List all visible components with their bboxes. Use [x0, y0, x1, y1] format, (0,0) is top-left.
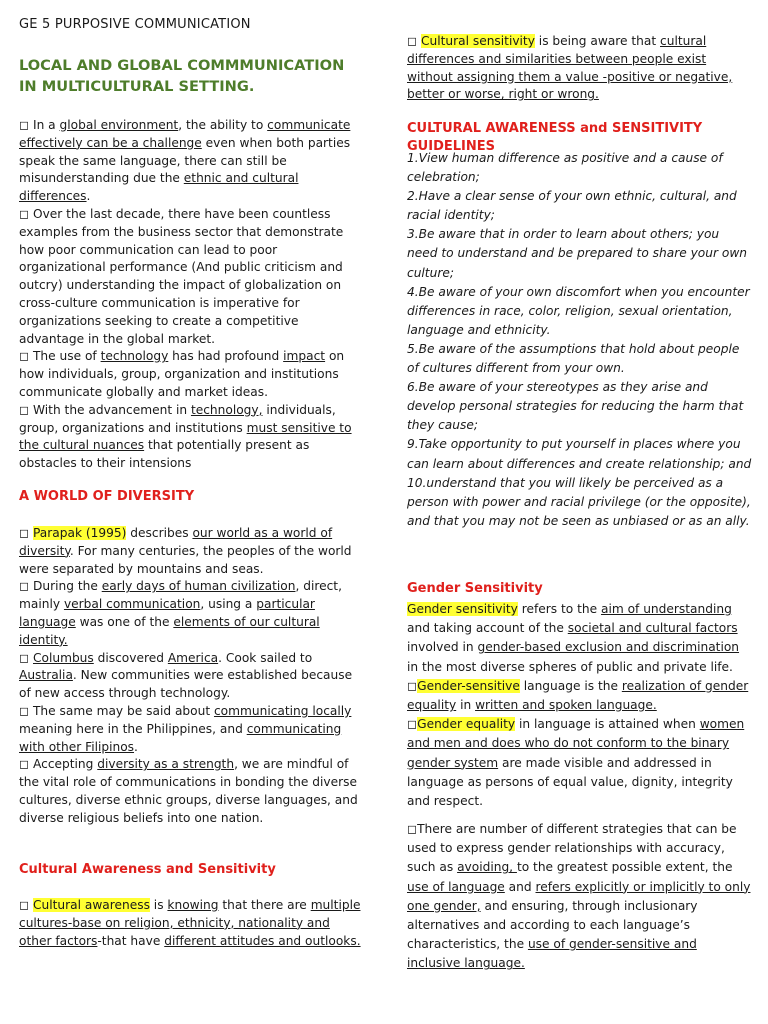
highlight-gender-sensitive: Gender-sensitive: [417, 678, 520, 693]
term-australia: Australia: [19, 668, 73, 683]
text: .: [86, 189, 91, 204]
paragraph-locally: [19, 703, 362, 756]
text: , direct, mainly: [19, 579, 342, 612]
term-world-of-diversity: our world as a world of diversity: [19, 526, 333, 558]
guideline-item: 4.Be aware of your own discomfort when you encounter differences in race, color, religion, sexual orientation, language and ethnicity.: [407, 284, 750, 337]
term-communicating-locally: communicating locally: [213, 703, 352, 718]
guideline-item: 10.understand that you will likely be perceived as a person with power and racial privilege (or the opposite), and that you may not be seen as unbiased or as an ally.: [407, 475, 751, 528]
sensitivity-paragraph: [407, 33, 752, 104]
term-multiple-cultures: multiple cultures-base on religion, ethnicity, nationality and other factors: [19, 898, 361, 948]
text: .: [134, 739, 138, 754]
intro-paragraphs: [19, 117, 362, 473]
term-early-days: early days of human civilization: [101, 579, 296, 594]
term-aim-of-understanding: aim of understanding: [600, 602, 732, 616]
text: and taking account of the: [407, 621, 568, 636]
text: discovered: [93, 650, 168, 665]
term-societal-factors: societal and cultural factors: [567, 621, 738, 636]
paragraph-columbus: [19, 650, 362, 703]
paragraph-gender-sensitive-language: [407, 677, 752, 715]
term-diversity-strength: diversity as a strength: [97, 757, 235, 772]
text: language is the: [519, 678, 622, 693]
text: ◻: [19, 526, 33, 540]
text: ◻ Accepting: [19, 757, 98, 772]
term-cultural-differences: cultural differences and similarities between people exist without assigning them a value -positive or negative, better or worse, right or wrong.: [407, 34, 733, 102]
term-written-spoken: written and spoken language.: [475, 698, 657, 713]
page-title: LOCAL AND GLOBAL COMMMUNICATION IN MULTICULTURAL SETTING.: [19, 57, 345, 95]
text: ◻ The same may be said about: [19, 703, 214, 718]
term-one-gender: refers explicitly or implicitly to only one gender,: [407, 879, 751, 913]
term-cultural-nuances: must sensitive to the cultural nuances: [19, 420, 352, 453]
paragraph-parapak: [19, 525, 362, 578]
text: in: [456, 698, 476, 713]
term-cultural-identity: elements of our cultural identity.: [19, 614, 320, 647]
paragraph-diversity-strength: [19, 756, 362, 827]
text: on how individuals, group, organization and institutions communicate globally and market ideas.: [19, 349, 345, 399]
text: ◻: [19, 898, 33, 912]
text: ◻ The use of: [19, 349, 101, 364]
text: ◻: [407, 34, 421, 48]
term-verbal-communication: verbal communication: [63, 597, 201, 612]
text: . New communities were established because of new access through technology.: [19, 668, 353, 701]
guideline-item: 1.View human difference as positive and a cause of celebration;: [407, 151, 723, 185]
text: , we are mindful of the vital role of communications in bonding the diverse cultures, diverse ethnic groups, diverse languages, and diverse religious beliefs into one nation.: [19, 757, 358, 825]
text: and: [504, 879, 536, 894]
awareness-paragraphs: [19, 897, 362, 950]
term-other-filipinos: communicating with other Filipinos: [19, 721, 342, 754]
term-inclusive-language: use of gender-sensitive and inclusive language.: [407, 937, 697, 971]
guideline-item: 9.Take opportunity to put yourself in places where you can learn about differences and create relationship; and: [407, 437, 752, 471]
text: -that have: [97, 933, 165, 948]
term-use-of-language: use of language: [407, 879, 505, 894]
heading-cultural-awareness: Cultural Awareness and Sensitivity: [19, 862, 276, 877]
gender-paragraphs: [407, 600, 752, 811]
guideline-item: 2.Have a clear sense of your own ethnic, cultural, and racial identity;: [407, 189, 737, 223]
guideline-item: 5.Be aware of the assumptions that hold about people of cultures different from your own.: [407, 341, 740, 376]
highlight-parapak: Parapak (1995): [33, 526, 127, 540]
paragraph-last-decade: ◻ Over the last decade, there have been countless examples from the business sector that demonstrate how poor communication can lead to poor organizational performance (And public criticism and outcry) understanding the impact of globalization on cross-culture communication is imperative for organizations seeking to create a competitive advantage in the global market.: [19, 206, 344, 346]
term-global-environment: global environment: [59, 118, 179, 132]
guidelines-list: [407, 149, 752, 531]
text: . Cook sailed to: [218, 650, 313, 665]
paragraph-advancement: [19, 402, 362, 473]
heading-guidelines: CULTURAL AWARENESS and SENSITIVITY GUIDELINES: [407, 121, 703, 154]
highlight-cultural-awareness: Cultural awareness: [33, 898, 150, 912]
text: ◻ During the: [19, 579, 102, 594]
heading-world-of-diversity: A WORLD OF DIVERSITY: [19, 489, 195, 504]
paragraph-cultural-sensitivity: [407, 33, 752, 104]
text: ◻ In a: [19, 118, 60, 132]
text: involved in: [407, 640, 478, 655]
text: in language is attained when: [515, 717, 700, 732]
text: individuals, group, organizations and institutions: [19, 402, 336, 435]
term-realization-equality: realization of gender equality: [407, 678, 749, 713]
paragraph-cultural-awareness: [19, 897, 362, 950]
text: refers to the: [517, 602, 601, 616]
term-technology: technology: [100, 349, 169, 364]
term-gender-exclusion: gender-based exclusion and discrimination: [477, 640, 740, 655]
term-binary-gender: women and men and does who do not conform to the binary gender system: [407, 717, 745, 770]
guideline-item: 6.Be aware of your stereotypes as they arise and develop personal strategies for reducing the harm that they cause;: [407, 380, 744, 433]
text: ◻: [19, 650, 33, 665]
highlight-gender-equality: Gender equality: [417, 717, 516, 732]
text: that there are: [218, 898, 311, 912]
text: even when both parties speak the same language, there can still be misunderstanding due the: [19, 135, 351, 186]
text: has had profound: [168, 349, 284, 364]
term-columbus: Columbus: [33, 650, 94, 665]
text: was one of the: [75, 614, 174, 629]
text: , using a: [200, 597, 257, 612]
term-different-attitudes: different attitudes and outlooks.: [164, 933, 361, 948]
term-america: America: [167, 650, 219, 665]
text: to the greatest possible extent, the: [516, 860, 733, 875]
paragraph-gender-sensitivity: [407, 600, 752, 677]
text: ◻: [407, 678, 418, 693]
course-title: GE 5 PURPOSIVE COMMUNICATION: [19, 17, 251, 32]
diversity-paragraphs: [19, 525, 362, 828]
text: ◻ With the advancement in: [19, 402, 191, 417]
heading-gender-sensitivity: Gender Sensitivity: [407, 581, 543, 596]
text: that potentially present as obstacles to their intensions: [19, 438, 310, 471]
paragraph-gender-equality: [407, 715, 752, 811]
term-ethnic-differences: ethnic and cultural differences: [19, 171, 299, 204]
text: . For many centuries, the peoples of the world were separated by mountains and seas.: [19, 543, 352, 576]
term-challenge: communicate effectively can be a challenge: [19, 118, 351, 150]
highlight-cultural-sensitivity: Cultural sensitivity: [421, 34, 535, 48]
text: ◻There are number of different strategies that can be used to express gender relationships with accuracy, such as: [407, 822, 737, 875]
term-technology: technology,: [190, 402, 263, 417]
text: describes: [126, 526, 193, 540]
text: and ensuring, through inclusionary alternatives and according to each language’s characteristics, the: [407, 898, 698, 952]
term-particular-language: particular language: [19, 597, 315, 629]
text: meaning here in the Philippines, and: [19, 721, 247, 736]
strategies-paragraph: [407, 820, 752, 974]
highlight-gender-sensitivity: Gender sensitivity: [407, 602, 518, 616]
term-impact: impact: [283, 349, 326, 364]
text: is being aware that: [534, 34, 661, 48]
term-avoiding: avoiding,: [457, 860, 517, 875]
text: in the most diverse spheres of public and private life.: [407, 659, 733, 674]
paragraph-technology: [19, 348, 362, 401]
guideline-item: 3.Be aware that in order to learn about others; you need to understand and be prepared to share your own culture;: [407, 227, 748, 280]
text: , the ability to: [178, 118, 268, 132]
text: are made visible and addressed in language as persons of equal value, dignity, integrity and respect.: [407, 755, 733, 809]
text: ◻: [407, 717, 418, 732]
text: is: [149, 898, 168, 912]
term-knowing: knowing: [167, 898, 219, 912]
paragraph-early-days: [19, 578, 362, 649]
paragraph-strategies: [407, 820, 752, 974]
paragraph-global-environment: [19, 117, 362, 206]
